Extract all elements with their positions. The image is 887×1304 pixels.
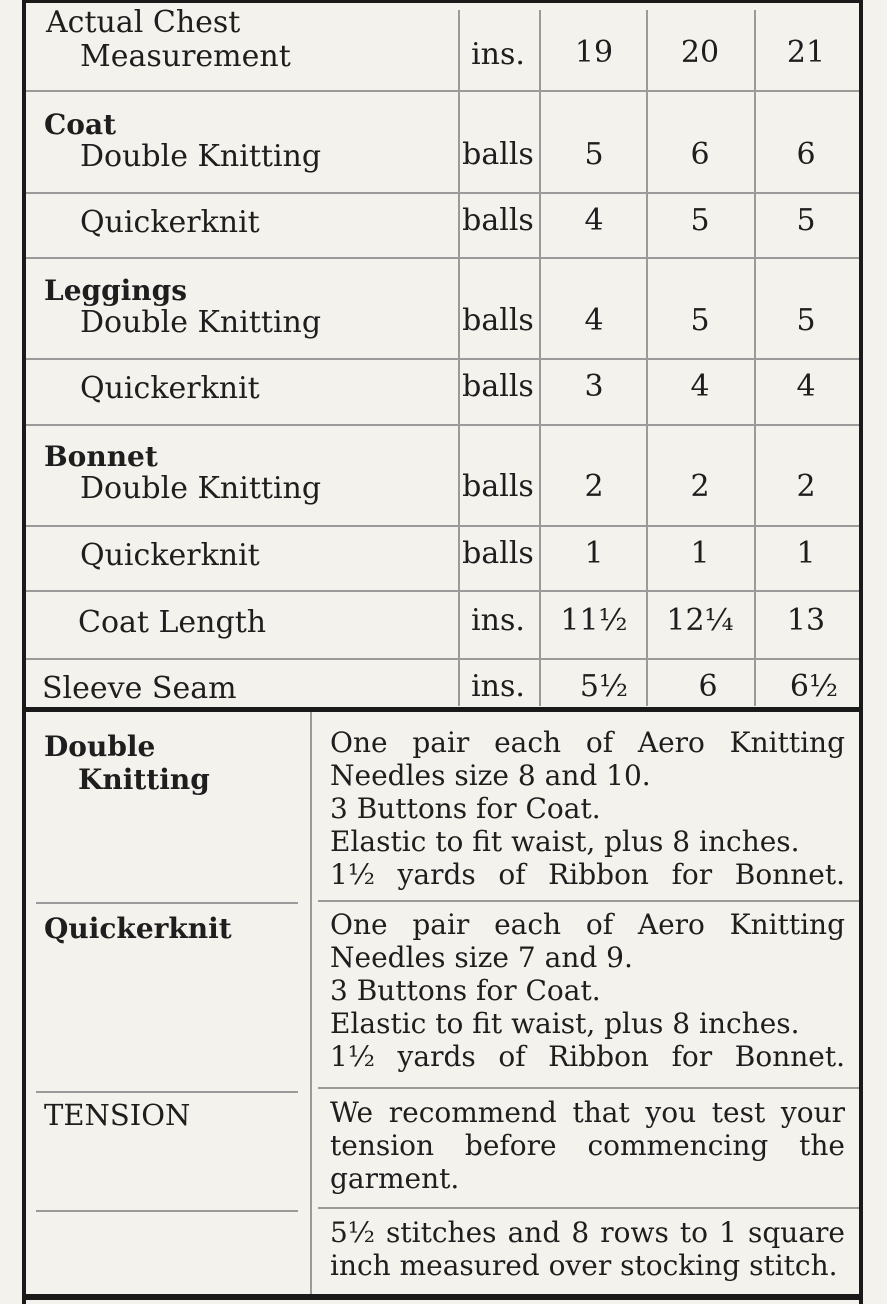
materials-line: 3 Buttons for Coat. [330, 974, 601, 1007]
section-heading: Bonnet [44, 440, 158, 473]
column-divider [539, 10, 541, 706]
tension-line: garment. [330, 1162, 460, 1195]
materials-heading: Double [44, 730, 156, 763]
cell-value: 5 [584, 137, 604, 172]
materials-line: Needles size 8 and 10. [330, 759, 651, 792]
row-divider [318, 1087, 859, 1089]
section-heading: Leggings [44, 274, 187, 307]
materials-list [330, 726, 845, 891]
cell-value: 6 [690, 137, 710, 172]
row-unit: balls [462, 137, 534, 172]
size-header: 21 [786, 35, 826, 70]
section-heading: Coat [44, 108, 117, 141]
section-divider [26, 707, 859, 712]
cell-value: 2 [584, 469, 604, 504]
cell-value: 1 [690, 536, 710, 571]
cell-value: 6½ [789, 669, 839, 704]
cell-value: 13 [786, 603, 826, 638]
cell-value: 1 [796, 536, 816, 571]
row-divider [26, 590, 859, 592]
materials-heading: Knitting [78, 763, 210, 796]
row-divider [26, 257, 859, 259]
row-unit: balls [462, 469, 534, 504]
row-divider [36, 1210, 298, 1212]
tension-text [330, 1096, 845, 1195]
cell-value: 6 [796, 137, 816, 172]
cell-value: 4 [796, 369, 816, 404]
row-unit: balls [462, 303, 534, 338]
materials-line: 1½ yards of Ribbon for Bonnet. [330, 858, 845, 891]
tension-gauge [330, 1216, 845, 1282]
cell-value: 2 [796, 469, 816, 504]
cell-value: 5 [796, 303, 816, 338]
cell-value: 5 [690, 303, 710, 338]
row-divider [26, 658, 859, 660]
cell-value: 5½ [579, 669, 629, 704]
row-label: Double Knitting [80, 305, 322, 340]
row-divider [26, 525, 859, 527]
bottom-rule [22, 1294, 863, 1300]
column-divider [754, 10, 756, 706]
cell-value: 12¼ [666, 603, 734, 638]
header-unit: ins. [471, 37, 525, 72]
row-label: Quickerknit [80, 371, 260, 406]
top-rule [22, 0, 863, 3]
materials-line: 1½ yards of Ribbon for Bonnet. [330, 1040, 845, 1073]
row-divider [26, 90, 859, 92]
column-divider [310, 712, 312, 1294]
size-header: 20 [680, 35, 720, 70]
materials-line: 3 Buttons for Coat. [330, 792, 601, 825]
row-label: Coat Length [78, 605, 267, 640]
materials-list [330, 908, 845, 1073]
row-divider [36, 902, 298, 904]
cell-value: 2 [690, 469, 710, 504]
row-label: Quickerknit [80, 538, 260, 573]
row-unit: balls [462, 536, 534, 571]
header-label-line2: Measurement [80, 39, 291, 74]
cell-value: 3 [584, 369, 604, 404]
tension-heading: TENSION [44, 1098, 191, 1132]
row-unit: ins. [471, 603, 525, 638]
row-label: Sleeve Seam [42, 671, 237, 706]
column-divider [458, 10, 460, 706]
cell-value: 4 [584, 303, 604, 338]
gauge-line: 5½ stitches and 8 rows to 1 square [330, 1216, 845, 1249]
cell-value: 4 [584, 203, 604, 238]
row-divider [36, 1091, 298, 1093]
materials-line: One pair each of Aero Knitting [330, 908, 845, 941]
cell-value: 1 [584, 536, 604, 571]
row-unit: balls [462, 203, 534, 238]
cell-value: 11½ [560, 603, 628, 638]
row-label: Quickerknit [80, 205, 260, 240]
gauge-line: inch measured over stocking stitch. [330, 1249, 838, 1282]
materials-line: Needles size 7 and 9. [330, 941, 633, 974]
size-header: 19 [574, 35, 614, 70]
materials-heading: Quickerknit [44, 912, 232, 945]
cell-value: 4 [690, 369, 710, 404]
row-divider [318, 1207, 859, 1209]
row-divider [26, 358, 859, 360]
tension-line: We recommend that you test your [330, 1096, 845, 1129]
cell-value: 5 [796, 203, 816, 238]
materials-line: Elastic to fit waist, plus 8 inches. [330, 825, 800, 858]
row-divider [318, 900, 859, 902]
materials-line: Elastic to fit waist, plus 8 inches. [330, 1007, 800, 1040]
row-label: Double Knitting [80, 471, 322, 506]
header-label-line1: Actual Chest [46, 5, 241, 40]
tension-line: tension before commencing the [330, 1129, 845, 1162]
cell-value: 5 [690, 203, 710, 238]
row-unit: balls [462, 369, 534, 404]
cell-value: 6 [698, 669, 718, 704]
row-label: Double Knitting [80, 139, 322, 174]
column-divider [646, 10, 648, 706]
row-divider [26, 424, 859, 426]
row-unit: ins. [471, 669, 525, 704]
materials-line: One pair each of Aero Knitting [330, 726, 845, 759]
row-divider [26, 192, 859, 194]
